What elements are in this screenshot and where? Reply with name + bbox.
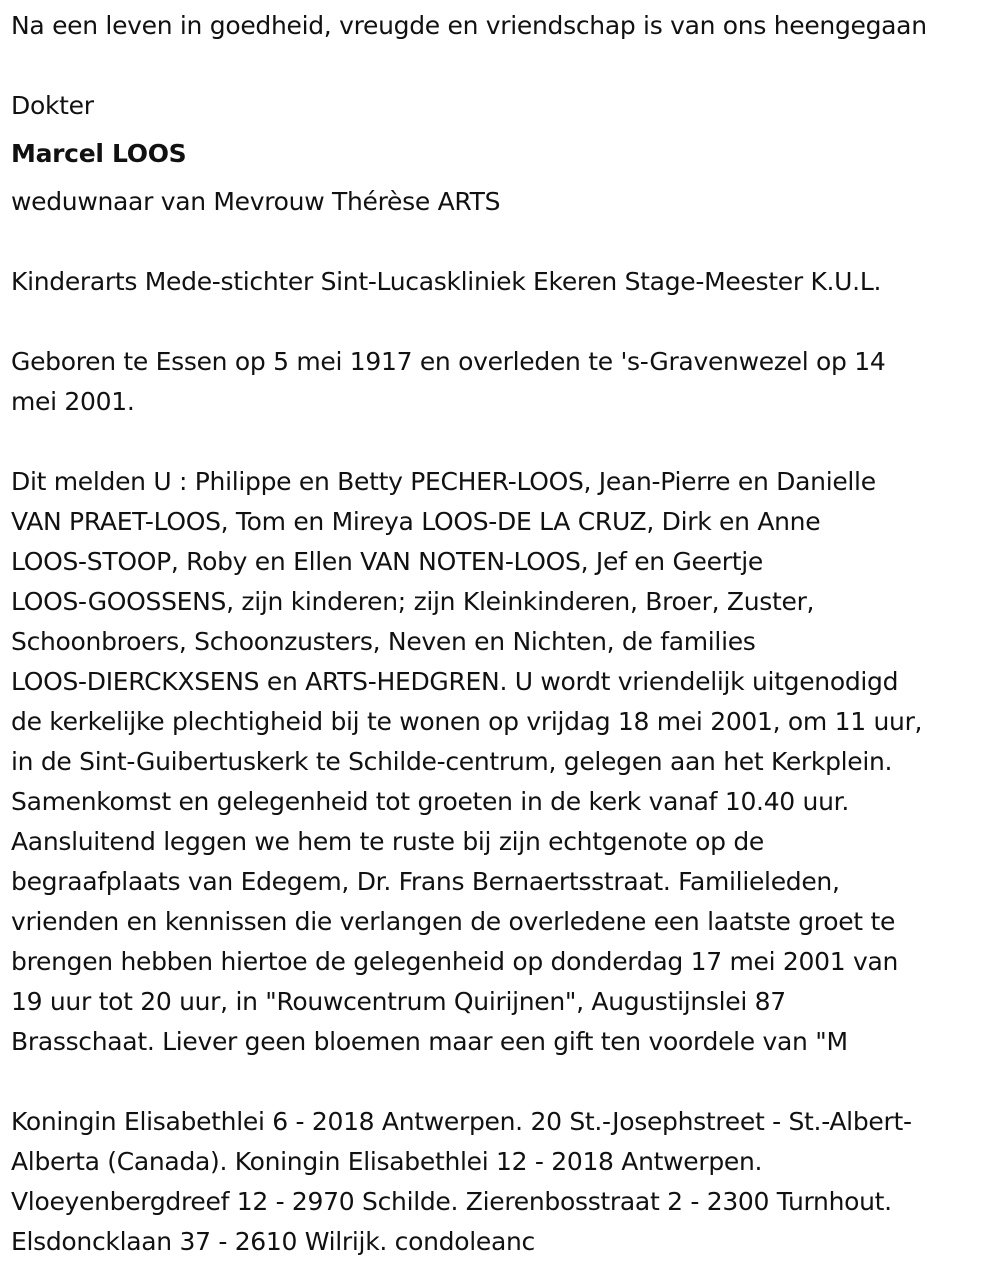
spacer <box>11 222 990 262</box>
spacer <box>11 1062 990 1102</box>
intro-text: Na een leven in goedheid, vreugde en vriendschap is van ons heengegaan <box>11 11 927 40</box>
announcement-line: LOOS-DIERCKXSENS en ARTS-HEDGREN. U wordt vriendelijk uitgenodigd <box>11 667 899 696</box>
deceased-name: Marcel LOOS <box>11 139 187 168</box>
announcement-line: LOOS-STOOP, Roby en Ellen VAN NOTEN-LOOS, Jef en Geertje <box>11 547 763 576</box>
birth-death-line: Geboren te Essen op 5 mei 1917 en overleden te 's-Gravenwezel op 14 <box>11 347 886 376</box>
address-line: Koningin Elisabethlei 6 - 2018 Antwerpen. 20 St.-Josephstreet - St.-Albert- <box>11 1107 912 1136</box>
announcement-line: LOOS-GOOSSENS, zijn kinderen; zijn Kleinkinderen, Broer, Zuster, <box>11 587 815 616</box>
announcement-line: Brasschaat. Liever geen bloemen maar een gift ten voordele van "M <box>11 1027 848 1056</box>
announcement-line: Schoonbroers, Schoonzusters, Neven en Nichten, de families <box>11 627 756 656</box>
announcement-line: Aansluitend leggen we hem te ruste bij zijn echtgenote op de <box>11 827 764 856</box>
announcement-line: vrienden en kennissen die verlangen de overledene een laatste groet te <box>11 907 896 936</box>
announcement-line: Dit melden U : Philippe en Betty PECHER-LOOS, Jean-Pierre en Danielle <box>11 467 876 496</box>
address-line: Elsdoncklaan 37 - 2610 Wilrijk. condoleanc <box>11 1227 535 1256</box>
birth-death-line: mei 2001. <box>11 387 135 416</box>
spacer <box>11 302 990 342</box>
announcement-line: begraafplaats van Edegem, Dr. Frans Bernaertsstraat. Familieleden, <box>11 867 840 896</box>
spacer <box>11 174 990 182</box>
spacer <box>11 126 990 134</box>
spacer <box>11 46 990 86</box>
announcement-line: VAN PRAET-LOOS, Tom en Mireya LOOS-DE LA CRUZ, Dirk en Anne <box>11 507 821 536</box>
profession-text: Kinderarts Mede-stichter Sint-Lucaskliniek Ekeren Stage-Meester K.U.L. <box>11 267 882 296</box>
announcement-line: de kerkelijke plechtigheid bij te wonen op vrijdag 18 mei 2001, om 11 uur, <box>11 707 923 736</box>
address-line: Alberta (Canada). Koningin Elisabethlei 12 - 2018 Antwerpen. <box>11 1147 763 1176</box>
announcement-line: 19 uur tot 20 uur, in "Rouwcentrum Quirijnen", Augustijnslei 87 <box>11 987 786 1016</box>
announcement-paragraph <box>11 462 990 1062</box>
spacer <box>11 422 990 462</box>
address-line: Vloeyenbergdreef 12 - 2970 Schilde. Zierenbosstraat 2 - 2300 Turnhout. <box>11 1187 892 1216</box>
title-prefix: Dokter <box>11 91 94 120</box>
announcement-line: brengen hebben hiertoe de gelegenheid op donderdag 17 mei 2001 van <box>11 947 899 976</box>
announcement-line: Samenkomst en gelegenheid tot groeten in de kerk vanaf 10.40 uur. <box>11 787 849 816</box>
announcement-line: in de Sint-Guibertuskerk te Schilde-centrum, gelegen aan het Kerkplein. <box>11 747 893 776</box>
addresses-paragraph <box>11 1102 990 1262</box>
relation-text: weduwnaar van Mevrouw Thérèse ARTS <box>11 187 501 216</box>
birth-death-paragraph <box>11 342 990 422</box>
